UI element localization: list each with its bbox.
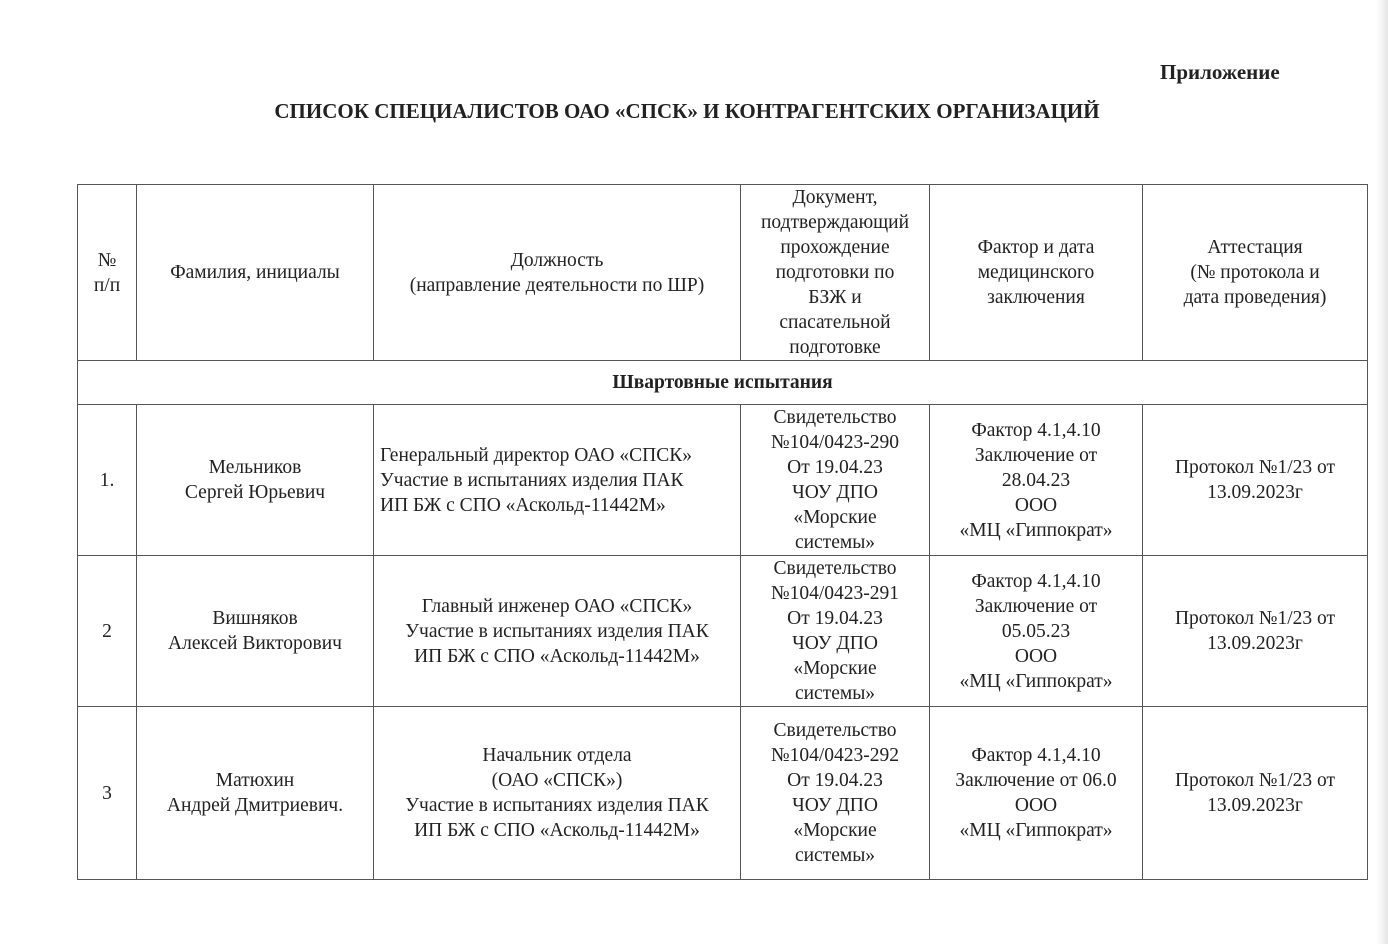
cell-text-line: Свидетельство [773, 407, 897, 428]
table-row [78, 556, 1368, 707]
row-attestation [1143, 556, 1368, 707]
header-medical [930, 185, 1143, 361]
cell-text-line: 1. [99, 469, 115, 491]
cell-text-line: ООО [1014, 494, 1058, 516]
scan-edge [1376, 0, 1388, 944]
cell-text-line: 13.09.2023г [1207, 795, 1303, 816]
row-name [137, 707, 374, 880]
cell-text-line: (ОАО «СПСК») [491, 770, 623, 791]
cell-text-line: ИП БЖ с СПО «Аскольд-11442М» [414, 820, 700, 841]
cell-text-line: спасательной [779, 312, 891, 333]
cell-text-line: 3 [102, 782, 112, 804]
row-number [78, 707, 137, 880]
cell-text-line: 28.04.23 [1001, 469, 1071, 491]
cell-text-line: Заключение от [974, 595, 1098, 617]
cell-text-line: «Морские [793, 507, 877, 528]
cell-text-line: «МЦ «Гиппократ» [959, 820, 1113, 841]
document-title: СПИСОК СПЕЦИАЛИСТОВ ОАО «СПСК» И КОНТРАГЕНТСКИХ ОРГАНИЗАЦИЙ [274, 99, 1100, 123]
cell-text-line: 13.09.2023г [1207, 633, 1303, 654]
cell-text-line: «Морские [793, 820, 877, 841]
cell-text-line: №104/0423-291 [770, 583, 900, 604]
header-document [741, 185, 930, 361]
cell-text-line: Швартовные испытания [612, 372, 833, 393]
row-document [741, 556, 930, 707]
row-attestation [1143, 405, 1368, 556]
cell-text-line: №104/0423-292 [770, 745, 900, 766]
header-attestation [1143, 185, 1368, 361]
cell-text-line: От 19.04.23 [787, 608, 883, 629]
cell-text-line: Фактор 4.1,4.10 [971, 745, 1101, 766]
cell-text-line: Протокол №1/23 от [1174, 608, 1336, 629]
cell-text-line: № [97, 249, 117, 271]
cell-text-line: Главный инженер ОАО «СПСК» [421, 595, 693, 617]
cell-text-line: Аттестация [1207, 237, 1303, 258]
cell-text-line: Участие в испытаниях изделия ПАК [405, 795, 709, 816]
cell-text-line: Фактор и дата [977, 237, 1095, 258]
cell-text-line: Заключение от [974, 444, 1098, 466]
cell-text-line: Участие в испытаниях изделия ПАК [405, 620, 709, 642]
cell-text-line: Документ, [792, 187, 878, 208]
cell-text-line: системы» [794, 683, 876, 704]
cell-text-line: Должность [510, 249, 604, 271]
table-row [78, 707, 1368, 880]
row-document [741, 707, 930, 880]
cell-text-line: №104/0423-290 [770, 432, 900, 453]
cell-text-line: Алексей Викторович [168, 633, 342, 654]
cell-text-line: подтверждающий [760, 212, 910, 233]
cell-text-line: системы» [794, 532, 876, 553]
row-position [374, 707, 741, 880]
cell-text-line: Генеральный директор ОАО «СПСК» [380, 444, 692, 466]
cell-text-line: (№ протокола и [1190, 262, 1320, 283]
cell-text-line: 13.09.2023г [1207, 482, 1303, 503]
cell-text-line: Вишняков [212, 608, 298, 629]
row-attestation [1143, 707, 1368, 880]
cell-text-line: ЧОУ ДПО [792, 795, 878, 816]
cell-text-line: Свидетельство [773, 558, 897, 579]
cell-text-line: Протокол №1/23 от [1174, 770, 1336, 791]
cell-text-line: Заключение от 06.0 [955, 770, 1117, 791]
cell-text-line: Мельников [208, 457, 302, 478]
cell-text-line: подготовки по [775, 262, 895, 283]
cell-text-line: Матюхин [215, 770, 295, 791]
cell-text-line: Андрей Дмитриевич. [166, 795, 344, 816]
row-number [78, 405, 137, 556]
cell-text-line: ЧОУ ДПО [792, 482, 878, 503]
cell-text-line: Участие в испытаниях изделия ПАК [380, 469, 684, 491]
cell-text-line: п/п [93, 274, 121, 296]
section-row [78, 361, 1368, 405]
row-position [374, 405, 741, 556]
cell-text-line: (направление деятельности по ШР) [409, 274, 705, 296]
cell-text-line: «Морские [793, 658, 877, 679]
cell-text-line: Начальник отдела [482, 745, 632, 766]
row-position [374, 556, 741, 707]
cell-text-line: Свидетельство [773, 720, 897, 741]
appendix-label: Приложение [1160, 60, 1280, 84]
row-medical [930, 405, 1143, 556]
cell-text-line: Протокол №1/23 от [1174, 457, 1336, 478]
cell-text-line: «МЦ «Гиппократ» [959, 519, 1113, 541]
row-name [137, 405, 374, 556]
row-number [78, 556, 137, 707]
header-position [374, 185, 741, 361]
header-number [78, 185, 137, 361]
row-name [137, 556, 374, 707]
cell-text-line: подготовке [789, 337, 881, 358]
cell-text-line: От 19.04.23 [787, 457, 883, 478]
header-row [78, 185, 1368, 361]
cell-text-line: ООО [1014, 795, 1058, 816]
header-name [137, 185, 374, 361]
cell-text-line: От 19.04.23 [787, 770, 883, 791]
cell-text-line: дата проведения) [1183, 287, 1327, 308]
cell-text-line: Сергей Юрьевич [184, 482, 326, 503]
cell-text-line: медицинского [977, 262, 1095, 283]
cell-text-line: Фактор 4.1,4.10 [971, 419, 1101, 441]
specialists-table [77, 184, 1368, 880]
cell-text-line: Фактор 4.1,4.10 [971, 570, 1101, 592]
cell-text-line: ИП БЖ с СПО «Аскольд-11442М» [380, 494, 666, 516]
cell-text-line: заключения [987, 287, 1085, 308]
cell-text-line: ЧОУ ДПО [792, 633, 878, 654]
cell-text-line: системы» [794, 845, 876, 866]
table-row [78, 405, 1368, 556]
cell-text-line: Фамилия, инициалы [170, 262, 340, 283]
cell-text-line: прохождение [780, 237, 890, 258]
row-document [741, 405, 930, 556]
cell-text-line: БЗЖ и [808, 287, 862, 308]
cell-text-line: ИП БЖ с СПО «Аскольд-11442М» [414, 645, 700, 667]
row-medical [930, 707, 1143, 880]
cell-text-line: ООО [1014, 645, 1058, 667]
row-medical [930, 556, 1143, 707]
cell-text-line: «МЦ «Гиппократ» [959, 670, 1113, 692]
section-title [78, 361, 1368, 405]
cell-text-line: 2 [102, 620, 112, 642]
cell-text-line: 05.05.23 [1001, 620, 1071, 642]
